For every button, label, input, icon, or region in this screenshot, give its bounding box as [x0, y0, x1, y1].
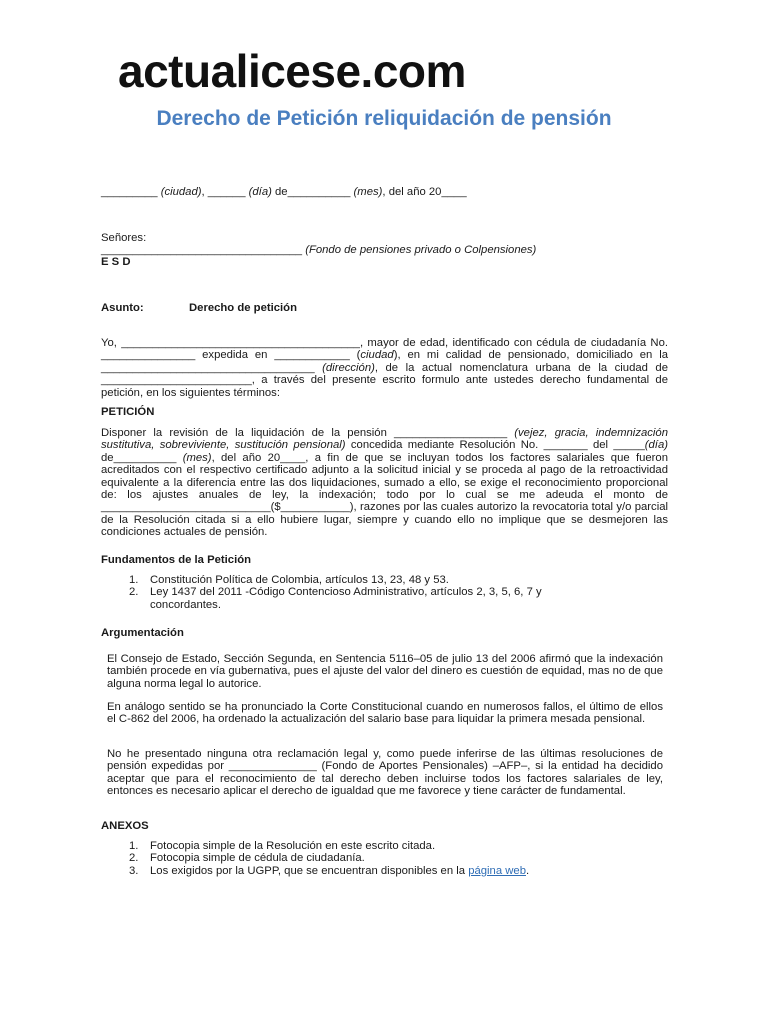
- esd-line: E S D: [101, 256, 131, 268]
- intro-paragraph: [101, 337, 668, 399]
- argument-paragraph-3: No he presentado ninguna otra reclamación legal y, como puede inferirse de las últimas resoluciones de pensión expedidas por ______________ (Fondo de Aportes Pensionales) –AFP–, si la entidad ha decidido aceptar que para el reconocimiento de tal derecho deben incluirse todos los factores salariales de ley, entonces es necesario aplicar el derecho de igualdad que me favorece y tiene carácter de fundamental.: [107, 748, 663, 798]
- text-run: , ______: [201, 186, 249, 198]
- list-item: 1. Fotocopia simple de la Resolución en este escrito citada.: [129, 840, 436, 852]
- text-run: (día): [248, 186, 272, 198]
- list-item: 3. Los exigidos por la UGPP, que se encuentran disponibles en la página web.: [129, 864, 530, 877]
- text-run: (mes): [353, 186, 383, 198]
- text-run: _________: [101, 186, 161, 198]
- subject-label: Asunto:: [101, 302, 144, 314]
- text-run: , del año 20____, a fin de que se incluyan todos los factores salariales que fueron acreditados con el respectivo certificado adjunto a la solicitud inicial y se proceda al pago de la retroactividad equivalente a la diferencia entre las dos liquidaciones, sumado a ello, se exige el reconocimiento proporcional de: los ajustes anuales de ley, la indexación; todo por lo cual se me adeuda el monto de ___________________________($___________), razones por las cuales autorizo la revocatoria total y/o parcial de la Resolución citada si a ello hubiere lugar, siempre y cuando ello no implique que se desmejoren las condiciones actuales de pensión.: [101, 451, 668, 539]
- recipient-line: [101, 244, 536, 256]
- text-run: (vejez, gracia, indemnización sustitutiva, sobreviviente, sustitución pensional): [101, 427, 668, 452]
- text-run: (dirección): [322, 361, 375, 374]
- greeting: Señores:: [101, 232, 147, 244]
- subject-value: Derecho de petición: [189, 302, 297, 314]
- anexos-heading: ANEXOS: [101, 820, 149, 832]
- text-run: concedida mediante Resolución No. _______ del _____: [345, 439, 645, 452]
- text-run: de__________: [271, 186, 354, 198]
- anexos-list: [101, 840, 641, 877]
- list-item: 1. Constitución Política de Colombia, artículos 13, 23, 48 y 53.: [129, 574, 449, 586]
- text-run: , del año 20____: [382, 186, 467, 198]
- text-run: ), en mi calidad de pensionado, domiciliado en la __________________________________: [101, 349, 668, 374]
- text-run: (mes): [182, 451, 212, 464]
- site-logo: actualicese.com: [118, 45, 466, 97]
- text-run: , de la actual nomenclatura urbana de la ciudad de ________________________, a través del presente escrito formulo ante ustedes derecho fundamental de petición, en los siguientes términos:: [101, 361, 668, 399]
- petition-heading: PETICIÓN: [101, 406, 155, 418]
- text-run: (Fondo de pensiones privado o Colpensiones): [305, 244, 537, 256]
- document-title: Derecho de Petición reliquidación de pensión: [156, 107, 612, 130]
- text-run: ________________________________: [101, 244, 306, 256]
- text-run: (día): [644, 439, 668, 452]
- argument-paragraph-1: El Consejo de Estado, Sección Segunda, en Sentencia 5116–05 de julio 13 del 2006 afirmó que la indexación también procede en vía gubernativa, pues el ajuste del valor del dinero es cuestión de equidad, mas no de que alguna norma legal lo autorice.: [107, 653, 663, 690]
- text-run: ciudad: [360, 349, 394, 362]
- web-page-link[interactable]: página web: [468, 864, 526, 877]
- text-run: Disponer la revisión de la liquidación de la pensión __________________: [101, 427, 515, 439]
- date-line: [101, 186, 467, 198]
- list-item: 2. Ley 1437 del 2011 -Código Contencioso Administrativo, artículos 2, 3, 5, 6, 7 y concordantes.: [129, 586, 542, 611]
- petition-paragraph: [101, 427, 668, 539]
- fundamentos-list: [101, 574, 611, 611]
- argumentacion-heading: Argumentación: [101, 627, 184, 639]
- text-run: Yo, ______________________________________, mayor de edad, identificado con cédula de ciudadanía No. _______________ expedida en ____________ (: [101, 337, 668, 362]
- fundamentos-heading: Fundamentos de la Petición: [101, 554, 252, 566]
- text-run: (ciudad): [160, 186, 202, 198]
- list-item: 2. Fotocopia simple de cédula de ciudadanía.: [129, 852, 365, 865]
- argument-paragraph-2: En análogo sentido se ha pronunciado la Corte Constitucional cuando en numerosos fallos, el último de ellos el C-862 del 2006, ha ordenado la actualización del salario base para liquidar la primera mesada pensional.: [107, 701, 663, 726]
- text-run: de__________: [101, 451, 183, 464]
